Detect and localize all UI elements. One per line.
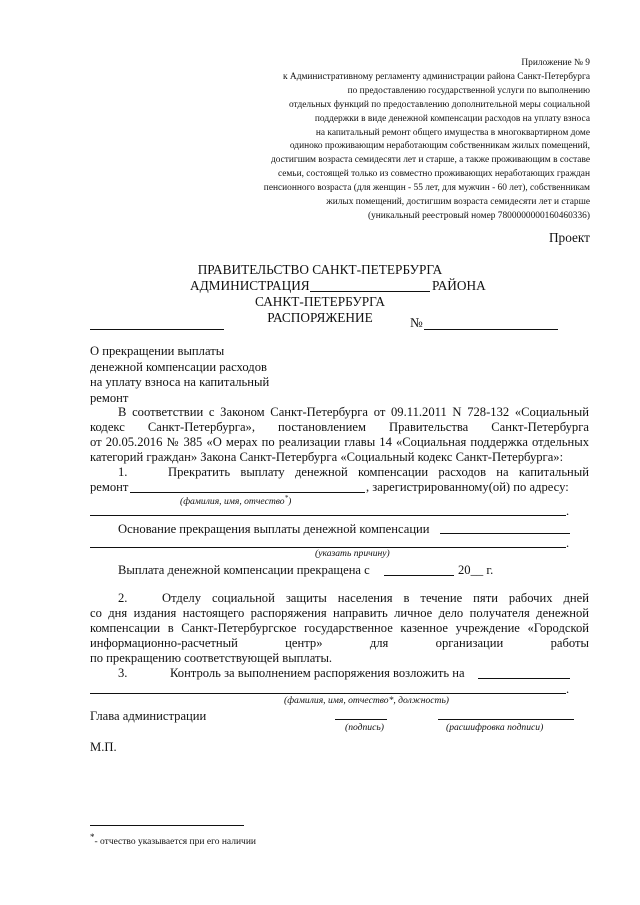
item3-number: 3. bbox=[118, 666, 128, 680]
item2-line: компенсации в Санкт-Петербургское государственное казенное учреждение «Городской bbox=[90, 621, 589, 635]
address-blank bbox=[90, 515, 566, 516]
fio-hint-text: (фамилия, имя, отчество bbox=[180, 496, 285, 508]
basis-period: . bbox=[566, 536, 570, 550]
signature-blank bbox=[335, 719, 387, 720]
signature-decode-hint: (расшифровка подписи) bbox=[446, 722, 544, 733]
appendix-line: одиноко проживающим неработающим собственникам жилых помещений, bbox=[289, 141, 590, 152]
seal-label: М.П. bbox=[90, 740, 117, 754]
item1-address-label: , зарегистрированному(ой) по адресу: bbox=[366, 480, 569, 494]
appendix-line: отдельных функций по предоставлению дополнительной меры социальной bbox=[288, 99, 590, 110]
item1-text: Прекратить выплату денежной компенсации расходов на капитальный bbox=[168, 465, 589, 479]
draft-label: Проект bbox=[548, 230, 590, 245]
district-name-blank bbox=[310, 291, 430, 292]
government-title: ПРАВИТЕЛЬСТВО САНКТ-ПЕТЕРБУРГА bbox=[197, 262, 443, 277]
address-period: . bbox=[566, 504, 570, 518]
appendix-line: жилых помещений, достигшим возраста семидесяти лет и старше bbox=[326, 197, 590, 208]
intro-line: В соответствии с Законом Санкт-Петербурга от 09.11.2011 N 728-132 «Социальный bbox=[118, 405, 589, 419]
date-blank bbox=[90, 329, 224, 330]
intro-line: кодекс Санкт-Петербурга», постановлением Правительства Санкт-Петербурга bbox=[90, 420, 589, 434]
recipient-name-blank bbox=[130, 492, 365, 493]
city-title: САНКТ-ПЕТЕРБУРГА bbox=[254, 294, 385, 309]
appendix-block bbox=[264, 57, 590, 224]
control-period: . bbox=[566, 682, 570, 696]
appendix-line: поддержки в виде денежной компенсации расходов на уплату взноса bbox=[314, 113, 590, 124]
control-person-blank-2 bbox=[90, 693, 566, 694]
fio-hint-close: ) bbox=[288, 496, 292, 508]
appendix-line: пенсионного возраста (для женщин - 55 лет, для мужчин - 60 лет), собственникам bbox=[263, 183, 590, 194]
order-title: РАСПОРЯЖЕНИЕ bbox=[267, 310, 373, 325]
appendix-line: семьи, состоящей только из совместно проживающих неработающих граждан bbox=[277, 169, 590, 180]
footnote-star: * bbox=[90, 832, 95, 842]
basis-label: Основание прекращения выплаты денежной компенсации bbox=[118, 522, 430, 536]
item2-line: Отделу социальной защиты населения в течение пяти рабочих дней bbox=[162, 591, 589, 605]
basis-blank bbox=[440, 533, 570, 534]
stop-date-year: 20__ г. bbox=[458, 563, 494, 577]
footnote-divider bbox=[90, 825, 244, 826]
head-of-administration: Глава администрации bbox=[90, 709, 207, 723]
footnote-text: - отчество указывается при его наличии bbox=[94, 837, 257, 848]
signature-decode-blank bbox=[438, 719, 574, 720]
appendix-line: к Административному регламенту администрации района Санкт-Петербурга bbox=[283, 71, 590, 82]
district-label: РАЙОНА bbox=[432, 278, 486, 293]
appendix-line: на капитальный ремонт общего имущества в многоквартирном доме bbox=[315, 127, 590, 138]
order-number-blank bbox=[424, 329, 558, 330]
subject-line: денежной компенсации расходов bbox=[90, 359, 267, 374]
signature-hint: (подпись) bbox=[345, 722, 384, 733]
fio-hint bbox=[180, 494, 291, 507]
subject-line: на уплату взноса на капитальный bbox=[90, 375, 270, 390]
item1-number: 1. bbox=[118, 465, 128, 479]
subject-line: ремонт bbox=[90, 390, 129, 405]
item1-remont: ремонт bbox=[90, 480, 129, 494]
basis-hint: (указать причину) bbox=[315, 548, 390, 559]
intro-line: категорий граждан» Закона Санкт-Петербурга «Социальный кодекс Санкт-Петербурга»: bbox=[90, 450, 564, 464]
subject-block bbox=[90, 344, 269, 406]
item2-line: по прекращению соответствующей выплаты. bbox=[90, 651, 333, 665]
footnote bbox=[90, 832, 256, 847]
item2-number: 2. bbox=[118, 591, 128, 605]
item3-text: Контроль за выполнением распоряжения возложить на bbox=[170, 666, 465, 680]
admin-label: АДМИНИСТРАЦИЯ bbox=[190, 278, 310, 293]
number-sign: № bbox=[410, 315, 423, 330]
appendix-line: Приложение № 9 bbox=[521, 58, 590, 68]
stop-date-blank bbox=[384, 575, 454, 576]
item2-line: информационно-расчетный центр» для организации работы bbox=[90, 636, 589, 650]
fio-hint-star: * bbox=[284, 494, 289, 502]
stop-date-text: Выплата денежной компенсации прекращена с bbox=[118, 563, 370, 577]
item2-line: со дня издания настоящего распоряжения направить личное дело получателя денежной bbox=[90, 606, 589, 620]
appendix-line: достигшим возраста семидесяти лет и старше, а также проживающим в составе bbox=[270, 155, 590, 166]
appendix-line: по предоставлению государственной услуги по выполнению bbox=[347, 85, 590, 96]
intro-line: от 20.05.2016 № 385 «О мерах по реализации главы 14 «Социальная поддержка отдельных bbox=[90, 435, 589, 449]
control-person-blank bbox=[478, 678, 570, 679]
appendix-line: (уникальный реестровый номер 7800000000160460336) bbox=[367, 210, 590, 221]
item3-hint: (фамилия, имя, отчество*, должность) bbox=[284, 695, 450, 706]
subject-line: О прекращении выплаты bbox=[90, 344, 225, 358]
